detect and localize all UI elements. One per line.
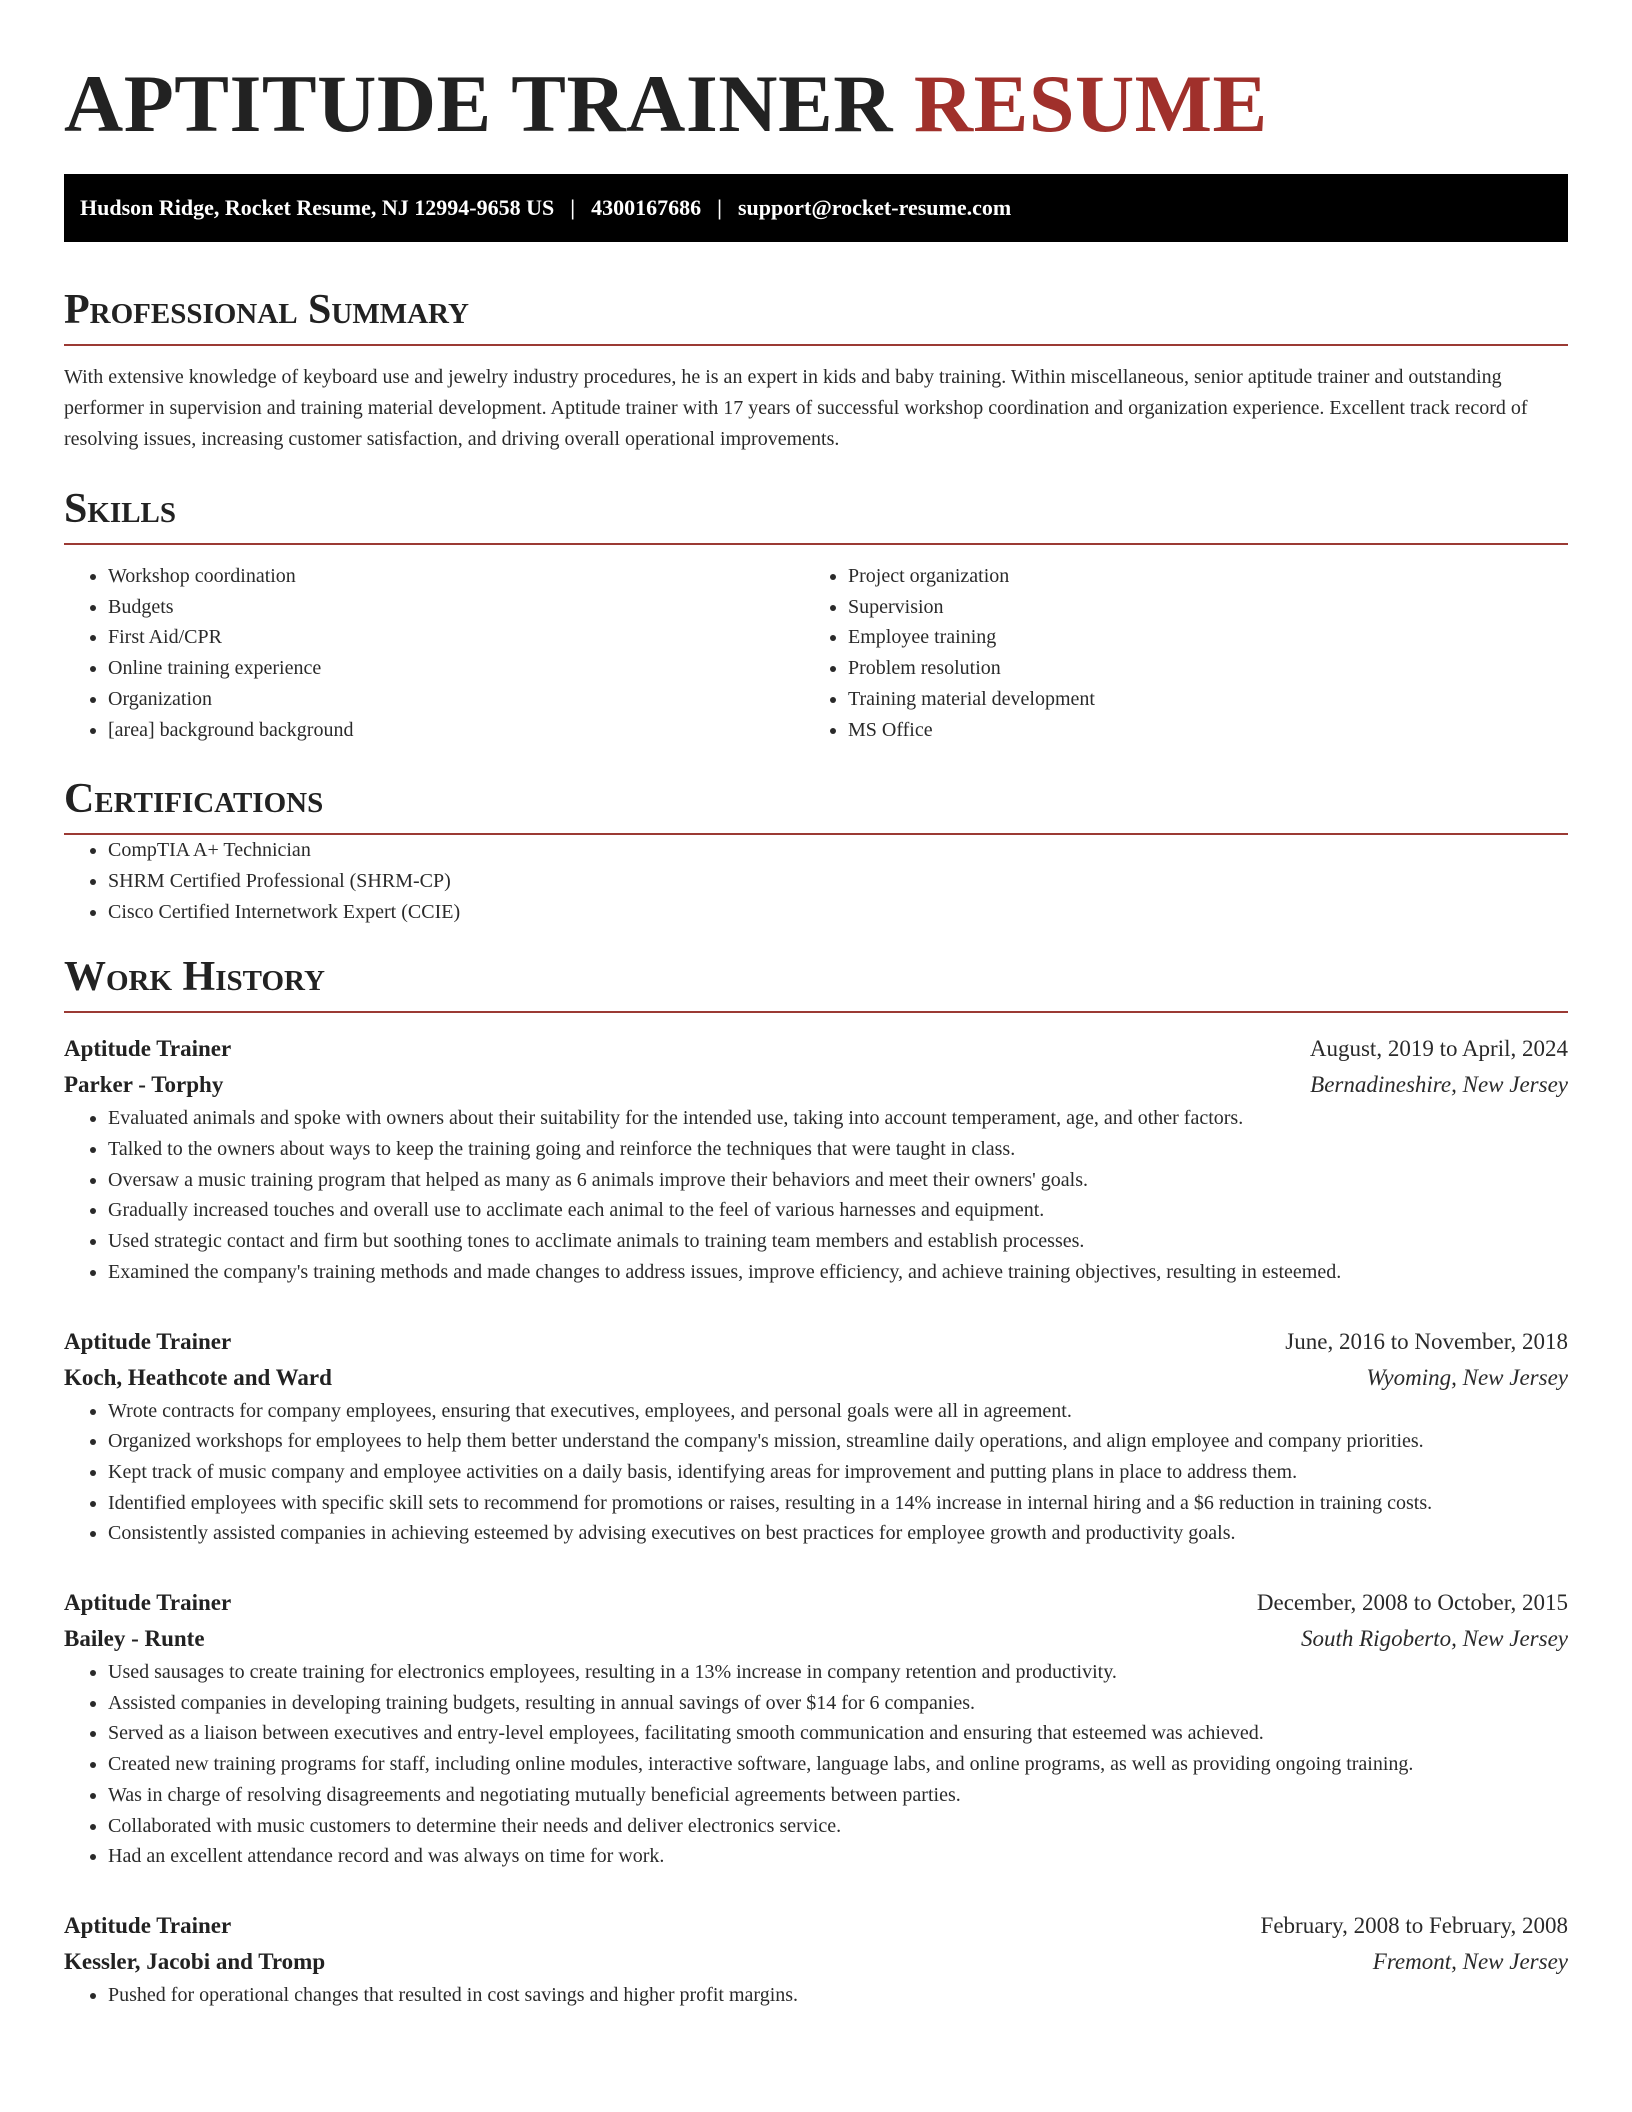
job-duty: • Wrote contracts for company employees, ensuring that executives, employees, and personal goals were all in agreement. bbox=[108, 1396, 1568, 1427]
certifications-list bbox=[64, 835, 1568, 927]
job-dates: June, 2016 to November, 2018 bbox=[1285, 1328, 1568, 1354]
contact-bar bbox=[64, 174, 1568, 242]
job-duties bbox=[64, 1657, 1568, 1872]
job-company: Bailey - Runte bbox=[64, 1626, 205, 1652]
job-duty: • Created new training programs for staff, including online modules, interactive software, language labs, and online programs, as well as providing ongoing training. bbox=[108, 1749, 1568, 1780]
skill-item: • [area] background background bbox=[108, 715, 804, 746]
job-duty: • Organized workshops for employees to help them better understand the company's mission, streamline daily operations, and align employee and company priorities. bbox=[108, 1426, 1568, 1457]
resume-title bbox=[64, 0, 1568, 150]
job-duty: • Was in charge of resolving disagreements and negotiating mutually beneficial agreements between parties. bbox=[108, 1780, 1568, 1811]
skills-column-left bbox=[64, 561, 804, 745]
skills-column-right bbox=[804, 561, 1544, 745]
contact-separator: | bbox=[717, 195, 722, 220]
job-duty: • Had an excellent attendance record and was always on time for work. bbox=[108, 1841, 1568, 1872]
job-title: Aptitude Trainer bbox=[64, 1912, 232, 1938]
job-location: Fremont, New Jersey bbox=[1372, 1948, 1568, 1974]
job-entry bbox=[64, 1908, 1568, 2011]
title-main: APTITUDE TRAINER bbox=[64, 58, 893, 149]
job-duties bbox=[64, 1103, 1568, 1287]
job-title: Aptitude Trainer bbox=[64, 1590, 232, 1616]
work-history-heading: Work History bbox=[64, 951, 1568, 1013]
job-duty: • Served as a liaison between executives and entry-level employees, facilitating smooth communication and ensuring that esteemed was achieved. bbox=[108, 1718, 1568, 1749]
job-location: Bernadineshire, New Jersey bbox=[1310, 1072, 1568, 1098]
summary-heading: Professional Summary bbox=[64, 284, 1568, 346]
skill-item: • Workshop coordination bbox=[108, 561, 804, 592]
job-duty: • Kept track of music company and employee activities on a daily basis, identifying areas for improvement and putting plans in place to address them. bbox=[108, 1457, 1568, 1488]
skill-item: • Problem resolution bbox=[848, 653, 1544, 684]
job-dates: August, 2019 to April, 2024 bbox=[1309, 1036, 1568, 1062]
certifications-heading: Certifications bbox=[64, 773, 1568, 835]
job-duty: • Talked to the owners about ways to keep the training going and reinforce the techniques that were taught in class. bbox=[108, 1134, 1568, 1165]
skill-item: • Online training experience bbox=[108, 653, 804, 684]
summary-text: With extensive knowledge of keyboard use and jewelry industry procedures, he is an expert in kids and baby training. Within miscellaneous, senior aptitude trainer and outstanding performer in supervision and training material development. Aptitude trainer with 17 years of successful workshop coordination and organization experience. Excellent track record of resolving issues, increasing customer satisfaction, and driving overall operational improvements. bbox=[64, 366, 1528, 450]
job-dates: February, 2008 to February, 2008 bbox=[1260, 1912, 1568, 1938]
skill-item: • Supervision bbox=[848, 592, 1544, 623]
skills-heading: Skills bbox=[64, 483, 1568, 545]
job-location: Wyoming, New Jersey bbox=[1366, 1364, 1568, 1390]
title-accent: RESUME bbox=[913, 58, 1268, 149]
skill-item: • Project organization bbox=[848, 561, 1544, 592]
contact-phone[interactable]: 4300167686 bbox=[591, 195, 702, 220]
job-title: Aptitude Trainer bbox=[64, 1036, 232, 1062]
skill-item: • Organization bbox=[108, 684, 804, 715]
job-company: Koch, Heathcote and Ward bbox=[64, 1364, 332, 1390]
job-duties bbox=[64, 1396, 1568, 1550]
job-duty: • Pushed for operational changes that resulted in cost savings and higher profit margins. bbox=[108, 1980, 1568, 2011]
job-duty: • Assisted companies in developing training budgets, resulting in annual savings of over $14 for 6 companies. bbox=[108, 1688, 1568, 1719]
job-duty: • Oversaw a music training program that helped as many as 6 animals improve their behaviors and meet their owners' goals. bbox=[108, 1165, 1568, 1196]
contact-email[interactable]: support@rocket-resume.com bbox=[737, 195, 1012, 220]
skill-item: • First Aid/CPR bbox=[108, 622, 804, 653]
certification-item: • SHRM Certified Professional (SHRM-CP) bbox=[108, 866, 1568, 897]
skill-item: • Training material development bbox=[848, 684, 1544, 715]
job-title: Aptitude Trainer bbox=[64, 1328, 232, 1354]
job-duty: • Consistently assisted companies in achieving esteemed by advising executives on best practices for employee growth and productivity goals. bbox=[108, 1518, 1568, 1549]
contact-address: Hudson Ridge, Rocket Resume, NJ 12994-9658 US bbox=[80, 195, 555, 220]
skill-item: • MS Office bbox=[848, 715, 1544, 746]
job-entry bbox=[64, 1324, 1568, 1550]
certification-item: • CompTIA A+ Technician bbox=[108, 835, 1568, 866]
skill-item: • Budgets bbox=[108, 592, 804, 623]
job-duty: • Used strategic contact and firm but soothing tones to acclimate animals to training team members and establish processes. bbox=[108, 1226, 1568, 1257]
contact-separator: | bbox=[570, 195, 576, 220]
certification-item: • Cisco Certified Internetwork Expert (CCIE) bbox=[108, 897, 1568, 928]
job-dates: December, 2008 to October, 2015 bbox=[1256, 1590, 1568, 1616]
job-duties bbox=[64, 1980, 1568, 2011]
job-entry bbox=[64, 1585, 1568, 1872]
job-duty: • Gradually increased touches and overall use to acclimate each animal to the feel of various harnesses and equipment. bbox=[108, 1195, 1568, 1226]
job-duty: • Collaborated with music customers to determine their needs and deliver electronics service. bbox=[108, 1811, 1568, 1842]
skills-list bbox=[64, 561, 1568, 745]
job-company: Kessler, Jacobi and Tromp bbox=[64, 1948, 326, 1974]
skill-item: • Employee training bbox=[848, 622, 1544, 653]
job-entry bbox=[64, 1031, 1568, 1287]
job-duty: • Identified employees with specific skill sets to recommend for promotions or raises, resulting in a 14% increase in internal hiring and a $6 reduction in training costs. bbox=[108, 1488, 1568, 1519]
job-duty: • Evaluated animals and spoke with owners about their suitability for the intended use, taking into account temperament, age, and other factors. bbox=[108, 1103, 1568, 1134]
job-duty: • Used sausages to create training for electronics employees, resulting in a 13% increase in company retention and productivity. bbox=[108, 1657, 1568, 1688]
job-location: South Rigoberto, New Jersey bbox=[1300, 1626, 1568, 1652]
job-company: Parker - Torphy bbox=[64, 1072, 224, 1098]
job-duty: • Examined the company's training methods and made changes to address issues, improve efficiency, and achieve training objectives, resulting in esteemed. bbox=[108, 1257, 1568, 1288]
